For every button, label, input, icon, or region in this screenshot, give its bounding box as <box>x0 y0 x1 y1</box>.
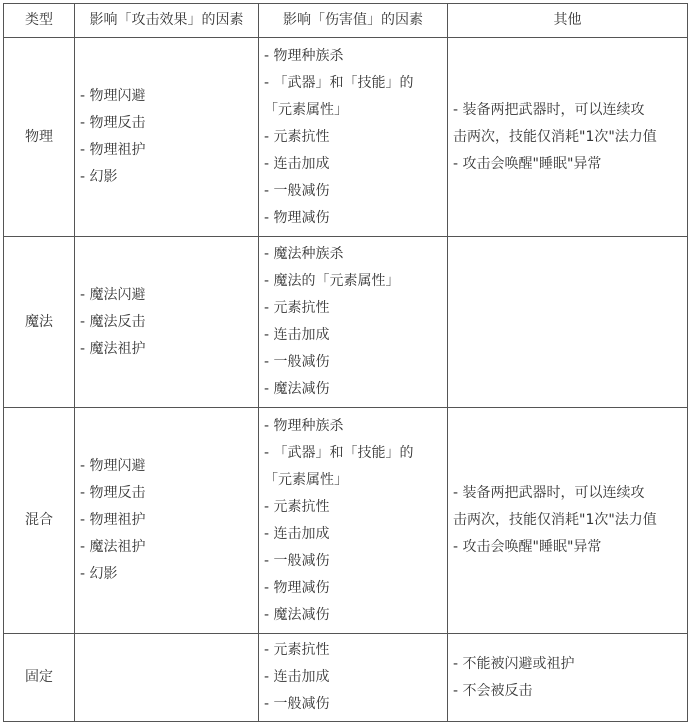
damage-factors-cell <box>259 38 448 237</box>
attack-factors-list <box>80 282 253 363</box>
type-cell: 固定 <box>4 634 75 722</box>
damage-factors-cell <box>259 634 448 722</box>
list-item: - 幻影 <box>80 566 118 582</box>
list-item: - 物理减伤 <box>264 579 330 596</box>
attack-factors-list <box>80 453 253 588</box>
damage-factors-list <box>264 413 442 629</box>
list-item: 击两次，技能仅消耗"1次"法力值 <box>453 128 657 145</box>
list-item: - 物理种族杀 <box>264 47 344 64</box>
list-item: - 幻影 <box>80 169 118 185</box>
other-list <box>453 97 682 178</box>
list-item: - 「武器」和「技能」的 <box>264 444 414 461</box>
header-damage-factors: 影响「伤害值」的因素 <box>259 4 448 38</box>
list-item: - 物理闪避 <box>80 88 146 104</box>
table-row-physical <box>4 38 688 237</box>
factors-table <box>3 3 688 722</box>
list-item: - 魔法减伤 <box>264 606 330 623</box>
type-cell: 物理 <box>4 38 75 237</box>
list-item: 击两次，技能仅消耗"1次"法力值 <box>453 512 657 528</box>
list-item: - 一般减伤 <box>264 182 330 199</box>
list-item: - 魔法的「元素属性」 <box>264 273 400 289</box>
list-item: - 攻击会唤醒"睡眠"异常 <box>453 155 602 172</box>
list-item: - 魔法闪避 <box>80 286 146 303</box>
list-item: - 物理祖护 <box>80 142 146 158</box>
list-item: - 连击加成 <box>264 155 330 172</box>
attack-factors-cell <box>75 408 259 634</box>
list-item: - 魔法减伤 <box>264 381 330 397</box>
list-item: - 物理祖护 <box>80 512 146 528</box>
table-row-fixed <box>4 634 688 722</box>
type-cell: 魔法 <box>4 237 75 408</box>
list-item: - 装备两把武器时，可以连续攻 <box>453 485 645 501</box>
list-item: - 魔法种族杀 <box>264 246 344 262</box>
other-cell <box>448 634 688 722</box>
list-item: - 物理闪避 <box>80 458 146 474</box>
list-item: - 元素抗性 <box>264 642 330 658</box>
list-item: - 物理反击 <box>80 485 146 501</box>
type-cell: 混合 <box>4 408 75 634</box>
damage-factors-list <box>264 43 442 232</box>
other-list <box>453 480 682 561</box>
list-item: - 魔法反击 <box>80 313 146 330</box>
damage-factors-cell <box>259 237 448 408</box>
list-item: 「元素属性」 <box>264 101 348 118</box>
attack-factors-cell <box>75 634 259 722</box>
list-item: - 攻击会唤醒"睡眠"异常 <box>453 539 602 555</box>
list-item: - 元素抗性 <box>264 498 330 515</box>
header-attack-factors: 影响「攻击效果」的因素 <box>75 4 259 38</box>
list-item: - 连击加成 <box>264 669 330 685</box>
damage-factors-list <box>264 637 442 718</box>
list-item: - 一般减伤 <box>264 552 330 569</box>
other-list <box>453 651 682 705</box>
table-row-magic <box>4 237 688 408</box>
list-item: - 物理反击 <box>80 115 146 131</box>
list-item: - 连击加成 <box>264 327 330 343</box>
list-item: - 「武器」和「技能」的 <box>264 74 414 91</box>
header-other: 其他 <box>448 4 688 38</box>
list-item: - 魔法祖护 <box>80 340 146 357</box>
list-item: - 连击加成 <box>264 525 330 542</box>
list-item: - 魔法祖护 <box>80 539 146 555</box>
list-item: - 一般减伤 <box>264 696 330 712</box>
list-item: - 元素抗性 <box>264 300 330 316</box>
attack-factors-cell <box>75 38 259 237</box>
other-cell <box>448 237 688 408</box>
list-item: 「元素属性」 <box>264 471 348 488</box>
list-item: - 物理种族杀 <box>264 417 344 434</box>
list-item: - 装备两把武器时，可以连续攻 <box>453 101 645 118</box>
other-cell <box>448 408 688 634</box>
list-item: - 一般减伤 <box>264 354 330 370</box>
other-cell <box>448 38 688 237</box>
list-item: - 物理减伤 <box>264 209 330 226</box>
header-row <box>4 4 688 38</box>
damage-factors-cell <box>259 408 448 634</box>
attack-factors-cell <box>75 237 259 408</box>
header-type: 类型 <box>4 4 75 38</box>
list-item: - 元素抗性 <box>264 128 330 145</box>
list-item: - 不会被反击 <box>453 682 533 699</box>
damage-factors-list <box>264 241 442 403</box>
table-row-mixed <box>4 408 688 634</box>
attack-factors-list <box>80 83 253 191</box>
list-item: - 不能被闪避或祖护 <box>453 655 575 672</box>
